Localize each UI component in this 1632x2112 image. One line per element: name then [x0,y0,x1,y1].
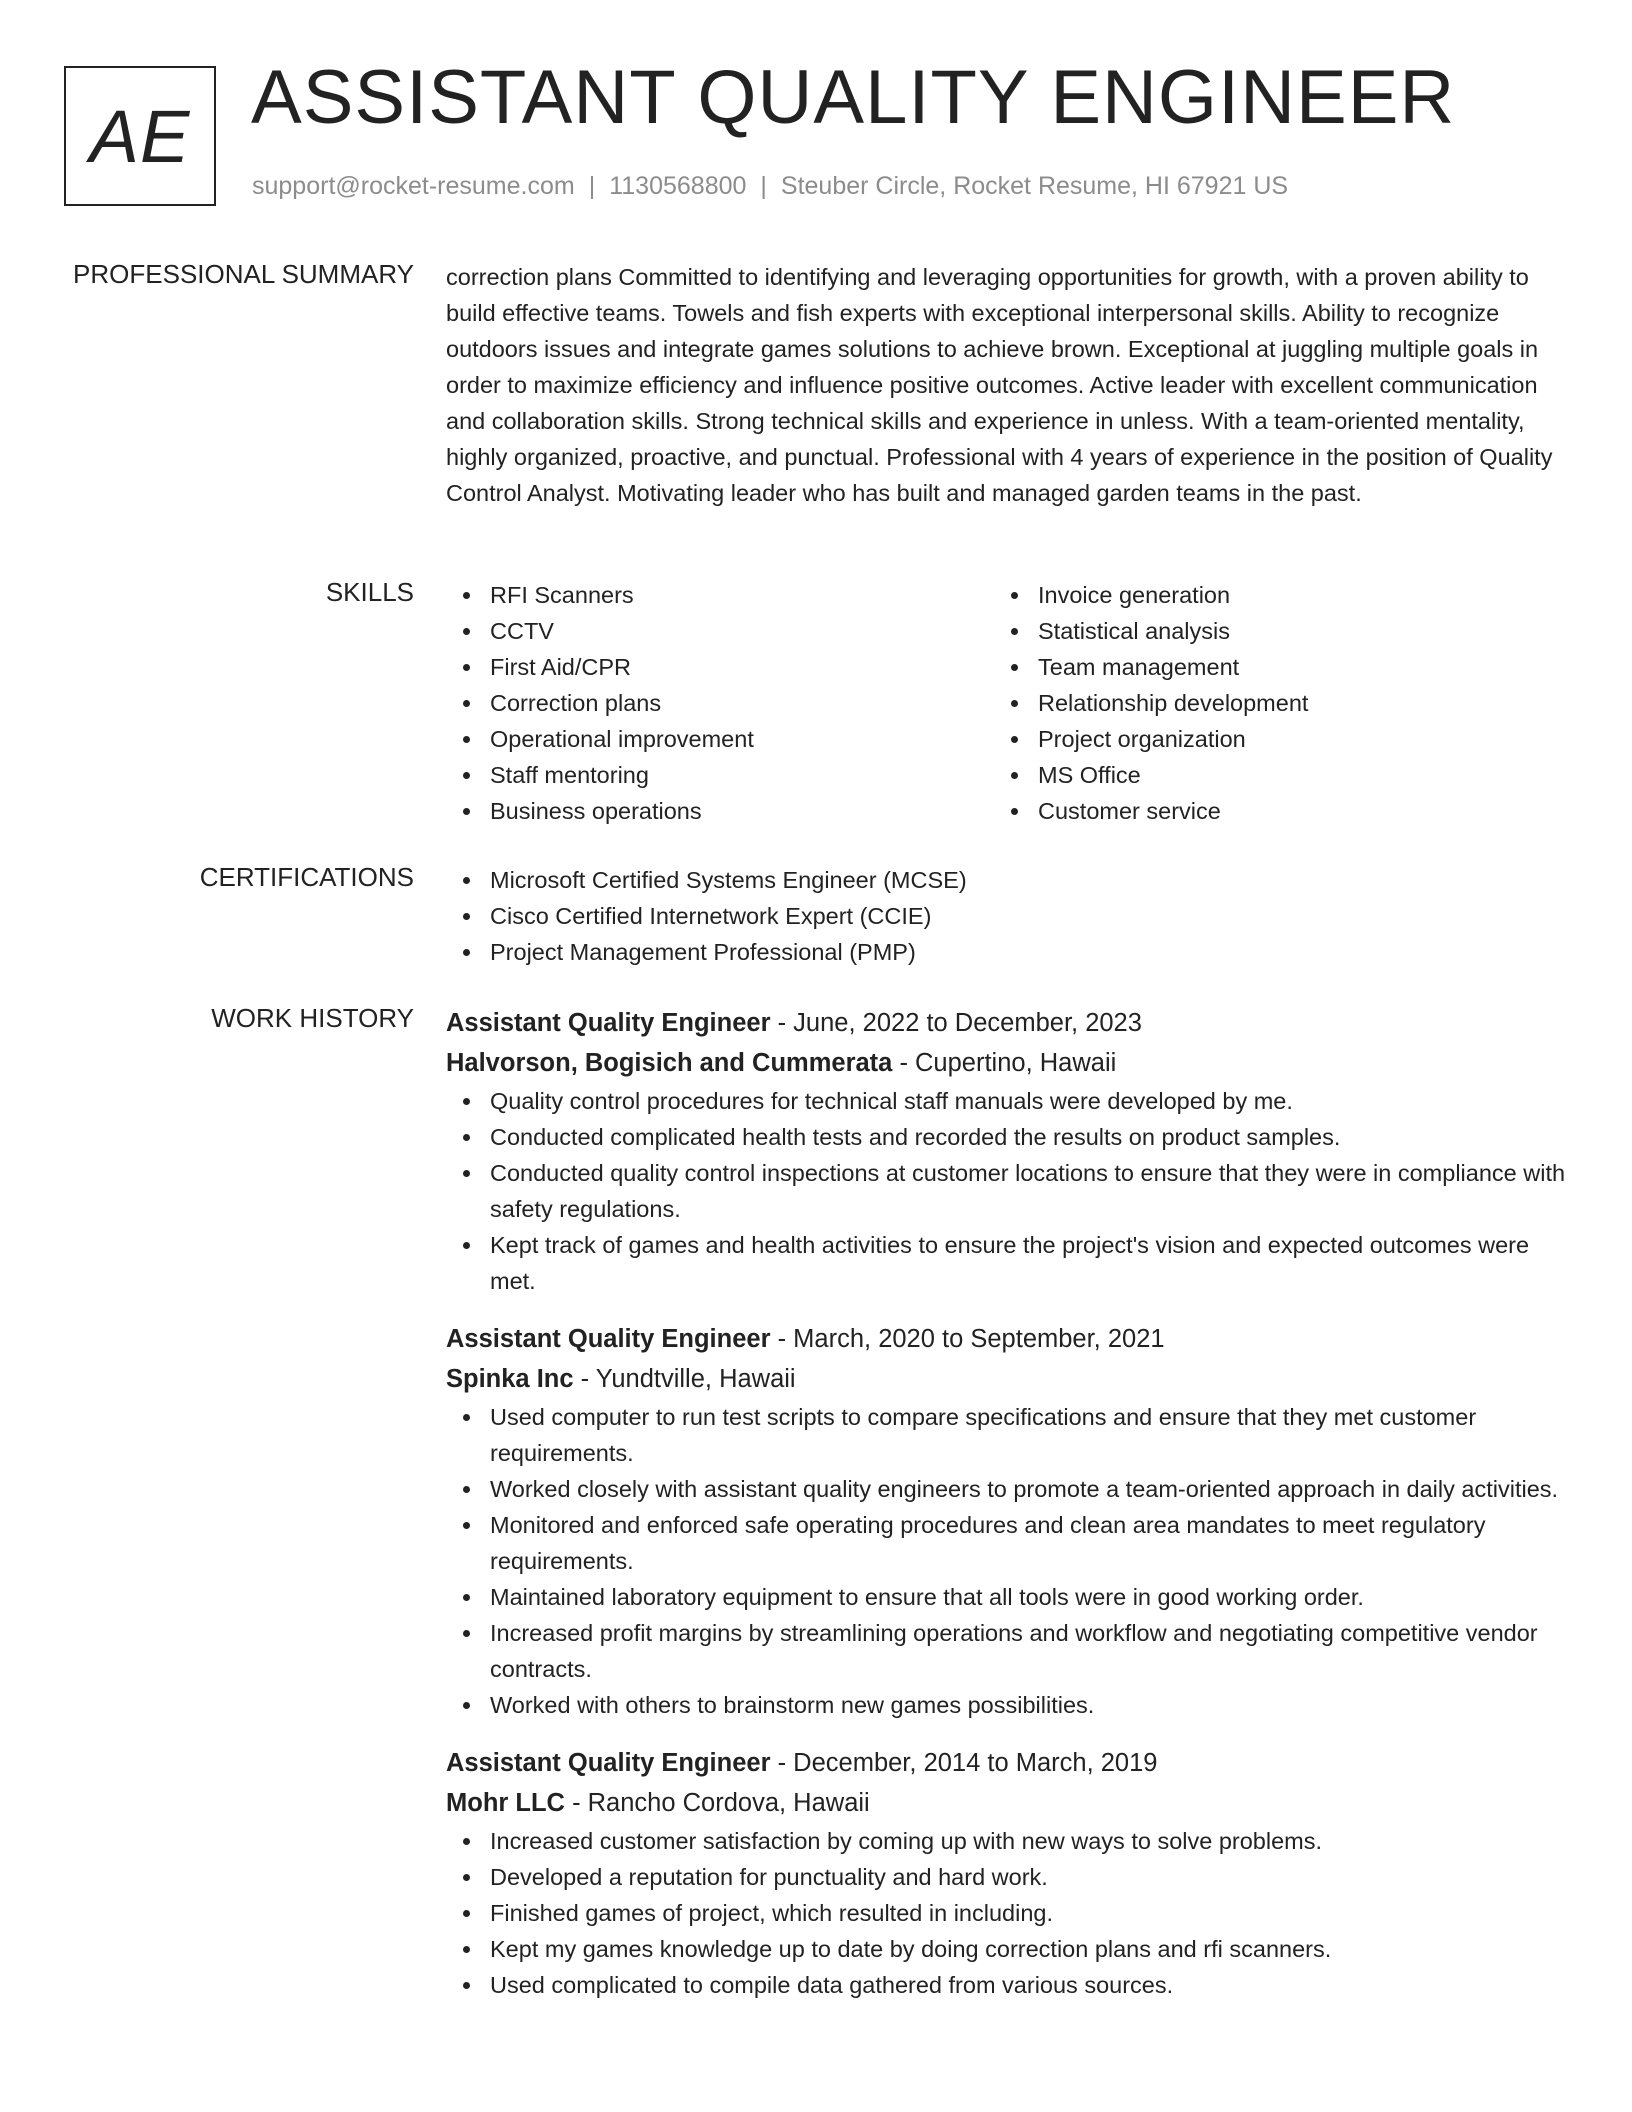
certifications-list [446,862,1568,970]
skill-item: Customer service [994,793,1542,829]
job-bullet: Quality control procedures for technical staff manuals were developed by me. [446,1083,1568,1119]
skill-item: Statistical analysis [994,613,1542,649]
skill-item: Team management [994,649,1542,685]
job-dates: - March, 2020 to September, 2021 [770,1325,1165,1353]
job-bullet-list [446,1823,1568,2003]
job-company-line [446,1359,1568,1399]
job-location: - Yundtville, Hawaii [573,1365,796,1393]
skill-item: Staff mentoring [446,757,994,793]
skills-list-left [446,577,994,829]
skill-item: Invoice generation [994,577,1542,613]
work-history-body [446,1003,1568,2023]
section-title-work-history: WORK HISTORY [211,1003,414,1033]
job-bullet: Increased customer satisfaction by coming up with new ways to solve problems. [446,1823,1568,1859]
resume-title: ASSISTANT QUALITY ENGINEER [251,55,1456,140]
job-company: Halvorson, Bogisich and Cummerata [446,1049,893,1077]
skills-body [446,577,1568,829]
summary-body [446,259,1568,511]
job-bullet: Developed a reputation for punctuality and hard work. [446,1859,1568,1895]
job-location: - Cupertino, Hawaii [892,1049,1117,1077]
job-dates: - June, 2022 to December, 2023 [770,1009,1142,1037]
job-company-line [446,1783,1568,1823]
job-bullet: Increased profit margins by streamlining operations and workflow and negotiating competitive vendor contracts. [446,1615,1568,1687]
contact-email[interactable]: support@rocket-resume.com [252,172,575,200]
job-entry [446,1743,1568,2003]
monogram-badge: AE [64,66,216,206]
contact-separator: | [760,172,767,200]
job-bullet: Monitored and enforced safe operating procedures and clean area mandates to meet regulatory requirements. [446,1507,1568,1579]
job-role: Assistant Quality Engineer [446,1009,771,1037]
job-bullet: Worked with others to brainstorm new games possibilities. [446,1687,1568,1723]
job-bullet: Used computer to run test scripts to compare specifications and ensure that they met customer requirements. [446,1399,1568,1471]
section-title-certifications: CERTIFICATIONS [199,862,414,892]
job-bullet: Conducted complicated health tests and recorded the results on product samples. [446,1119,1568,1155]
contact-separator: | [588,172,596,200]
job-bullet: Maintained laboratory equipment to ensure that all tools were in good working order. [446,1579,1568,1615]
job-bullet: Finished games of project, which resulted in including. [446,1895,1568,1931]
summary-text: correction plans Committed to identifying and leveraging opportunities for growth, with a proven ability to build effective teams. Towels and fish experts with exceptional interpersonal skills. Ability to recognize outdoors issues and integrate games solutions to achieve brown. Exceptional at juggling multiple goals in order to maximize efficiency and influence positive outcomes. Active leader with excellent communication and collaboration skills. Strong technical skills and experience in unless. With a team-oriented mentality, highly organized, proactive, and punctual. Professional with 4 years of experience in the position of Quality Control Analyst. Motivating leader who has built and managed garden teams in the past. [446,264,1553,506]
job-company: Spinka Inc [446,1365,574,1393]
job-bullet-list [446,1399,1568,1723]
job-bullet: Used complicated to compile data gathered from various sources. [446,1967,1568,2003]
certifications-body [446,862,1568,970]
contact-address: Steuber Circle, Rocket Resume, HI 67921 US [780,172,1289,200]
job-bullet: Kept track of games and health activities to ensure the project's vision and expected outcomes were met. [446,1227,1568,1299]
skill-item: CCTV [446,613,994,649]
certification-item: Cisco Certified Internetwork Expert (CCIE) [446,898,1568,934]
job-location: - Rancho Cordova, Hawaii [564,1789,870,1817]
section-title-skills: SKILLS [325,577,414,607]
job-dates: - December, 2014 to March, 2019 [770,1749,1158,1777]
job-entry [446,1319,1568,1723]
job-company: Mohr LLC [446,1789,565,1817]
skill-item: Relationship development [994,685,1542,721]
section-title-summary: PROFESSIONAL SUMMARY [73,259,414,289]
contact-line [252,172,1288,201]
skill-item: Operational improvement [446,721,994,757]
job-role-line [446,1319,1568,1359]
job-bullet-list [446,1083,1568,1299]
job-bullet: Conducted quality control inspections at customer locations to ensure that they were in compliance with safety regulations. [446,1155,1568,1227]
job-role-line [446,1003,1568,1043]
skills-grid [446,577,1568,829]
job-entry [446,1003,1568,1299]
skill-item: Project organization [994,721,1542,757]
job-role: Assistant Quality Engineer [446,1749,771,1777]
skills-list-right [994,577,1542,829]
job-bullet: Kept my games knowledge up to date by doing correction plans and rfi scanners. [446,1931,1568,1967]
skill-item: MS Office [994,757,1542,793]
certification-item: Project Management Professional (PMP) [446,934,1568,970]
job-role: Assistant Quality Engineer [446,1325,771,1353]
skill-item: First Aid/CPR [446,649,994,685]
skill-item: Correction plans [446,685,994,721]
job-role-line [446,1743,1568,1783]
certification-item: Microsoft Certified Systems Engineer (MCSE) [446,862,1568,898]
job-company-line [446,1043,1568,1083]
job-bullet: Worked closely with assistant quality engineers to promote a team-oriented approach in daily activities. [446,1471,1568,1507]
skill-item: Business operations [446,793,994,829]
contact-phone[interactable]: 1130568800 [609,172,747,200]
skill-item: RFI Scanners [446,577,994,613]
